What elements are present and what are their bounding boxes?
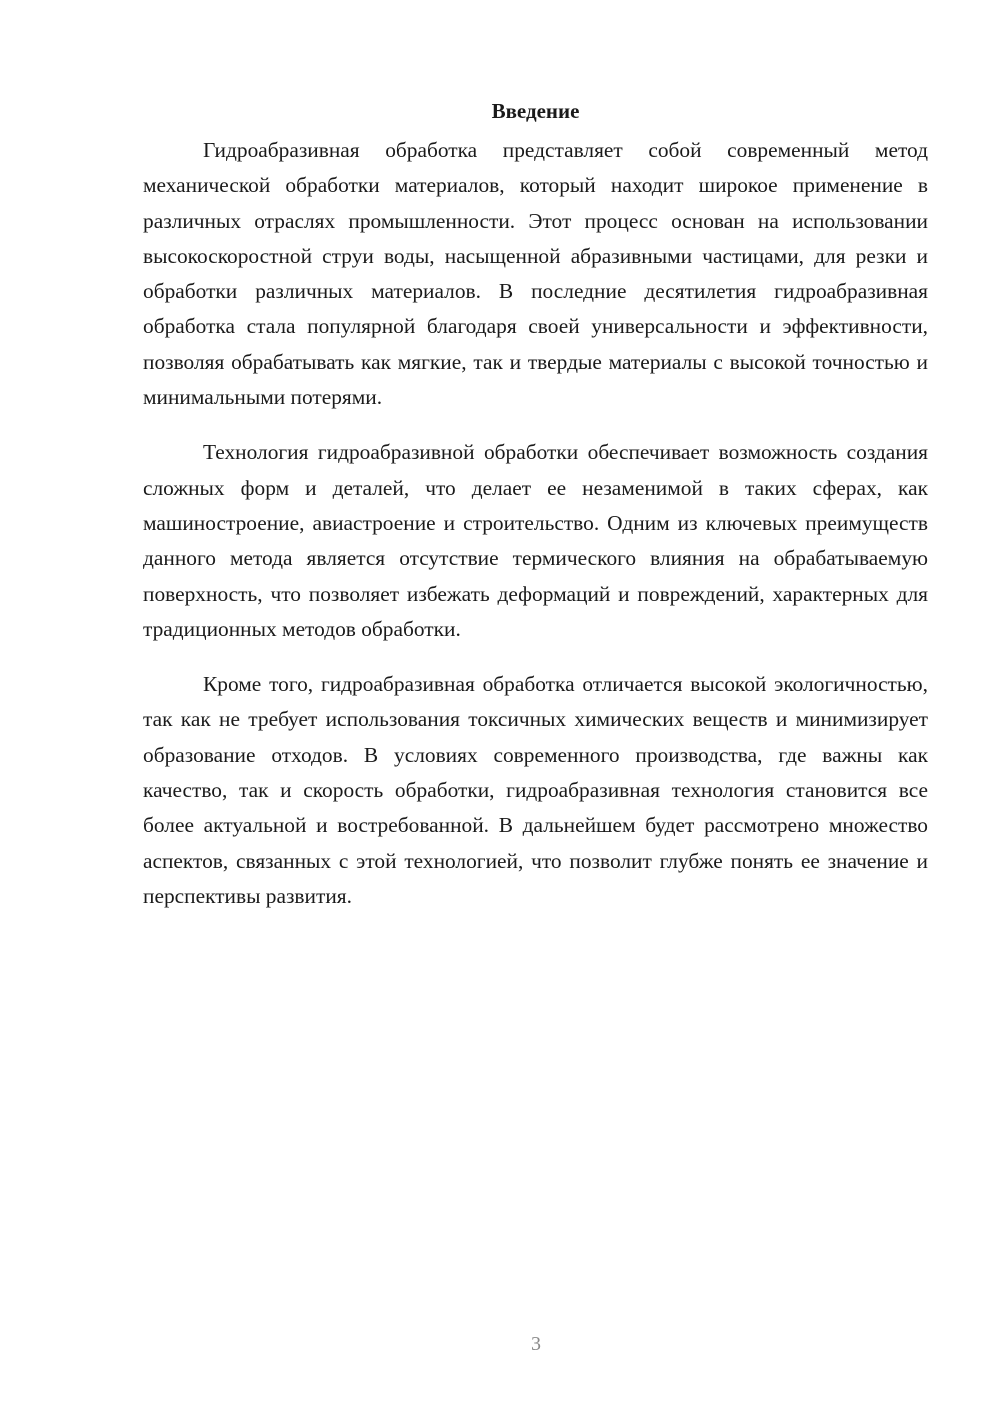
paragraph-3: Кроме того, гидроабразивная обработка отличается высокой экологичностью, так как не требует использования токсичных химических веществ и минимизирует образование отходов. В условиях современного производства, где важны как качество, так и скорость обработки, гидроабразивная технология становится все более актуальной и востребованной. В дальнейшем будет рассмотрено множество аспектов, связанных с этой технологией, что позволит глубже понять ее значение и перспективы развития.	[143, 672, 928, 908]
paragraph-2: Технология гидроабразивной обработки обеспечивает возможность создания сложных форм и деталей, что делает ее незаменимой в таких сферах, как машиностроение, авиастроение и строительство. Одним из ключевых преимуществ данного метода является отсутствие термического влияния на обрабатываемую поверхность, что позволяет избежать деформаций и повреждений, характерных для традиционных методов обработки.	[143, 440, 928, 641]
paragraph-1: Гидроабразивная обработка представляет собой современный метод механической обработки материалов, который находит широкое применение в различных отраслях промышленности. Этот процесс основан на использовании высокоскоростной струи воды, насыщенной абразивными частицами, для резки и обработки различных материалов. В последние десятилетия гидроабразивная обработка стала популярной благодаря своей универсальности и эффективности, позволяя обрабатывать как мягкие, так и твердые материалы с высокой точностью и минимальными потерями.	[143, 138, 928, 410]
page-content	[143, 93, 928, 934]
section-title: Введение	[491, 99, 580, 123]
page-number: 3	[531, 1333, 541, 1355]
